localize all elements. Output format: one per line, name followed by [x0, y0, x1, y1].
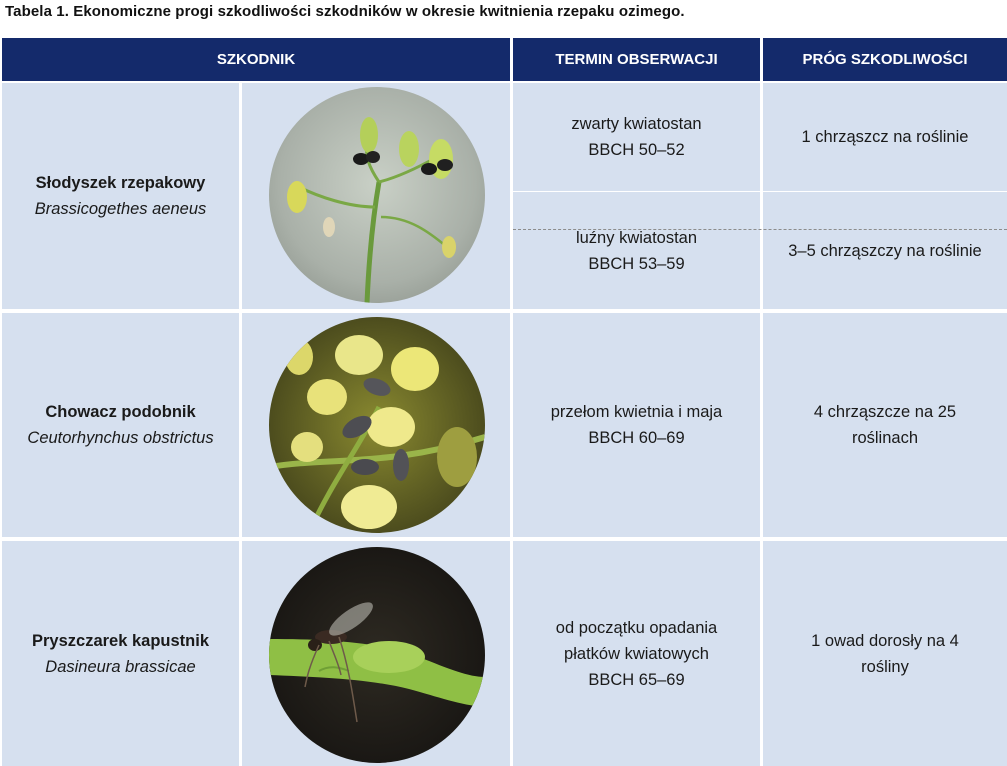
pest-latin-name: Ceutorhynchus obstrictus: [27, 429, 214, 447]
pest-name: Chowacz podobnik: [45, 403, 196, 421]
bbch-stage: BBCH 65–69: [588, 670, 685, 689]
term-cell-3: [513, 541, 760, 766]
pest-name-cell-1: [2, 83, 239, 309]
table-caption: Tabela 1. Ekonomiczne progi szkodliwości szkodników w okresie kwitnienia rzepaku ozimego.: [5, 3, 685, 20]
term-cell-1b: [513, 192, 760, 309]
threshold-cell-1a: [763, 83, 1007, 191]
bbch-stage: BBCH 50–52: [588, 141, 685, 159]
header-threshold: [763, 38, 1007, 81]
pest-name-cell-3: [2, 541, 239, 766]
header-threshold-label: PRÓG SZKODLIWOŚCI: [802, 51, 968, 68]
term-text: zwarty kwiatostan: [571, 115, 702, 133]
header-term: [513, 38, 760, 81]
pest-name-cell-2: [2, 313, 239, 537]
pest-name: Słodyszek rzepakowy: [35, 174, 206, 192]
pest-name: Pryszczarek kapustnik: [31, 631, 209, 650]
seed-weevil-photo-icon: [269, 317, 485, 533]
bbch-stage: BBCH 60–69: [588, 429, 685, 447]
term-cell-1a: [513, 83, 760, 191]
bbch-stage: BBCH 53–59: [588, 254, 685, 273]
term-text: luźny kwiatostan: [575, 228, 698, 247]
threshold-text: 1 chrząszcz na roślinie: [801, 128, 969, 146]
header-pest: [2, 38, 510, 81]
pest-threshold-table: [2, 38, 1007, 766]
term-text: od początku opadania: [555, 618, 718, 637]
pest-latin-name: Brassicogethes aeneus: [34, 200, 207, 218]
threshold-text-cont: rośliny: [861, 657, 909, 676]
threshold-cell-1b: [763, 192, 1007, 309]
header-term-label: TERMIN OBSERWACJI: [555, 51, 718, 68]
term-text-cont: płatków kwiatowych: [564, 644, 709, 663]
threshold-cell-3: [763, 541, 1007, 766]
threshold-text: 1 owad dorosły na 4: [811, 631, 959, 650]
pest-latin-name: Dasineura brassicae: [45, 657, 196, 676]
term-cell-2: [513, 313, 760, 537]
threshold-text: 3–5 chrząszczy na roślinie: [788, 241, 982, 260]
threshold-cell-2: [763, 313, 1007, 537]
term-text: przełom kwietnia i maja: [550, 403, 723, 421]
threshold-text: 4 chrząszcze na 25: [813, 403, 957, 421]
threshold-text-cont: roślinach: [851, 429, 919, 447]
pod-midge-photo-icon: [269, 547, 485, 763]
header-pest-label: SZKODNIK: [216, 51, 296, 68]
row-subdivider: [513, 229, 1007, 230]
pollen-beetle-photo-icon: [269, 87, 485, 303]
